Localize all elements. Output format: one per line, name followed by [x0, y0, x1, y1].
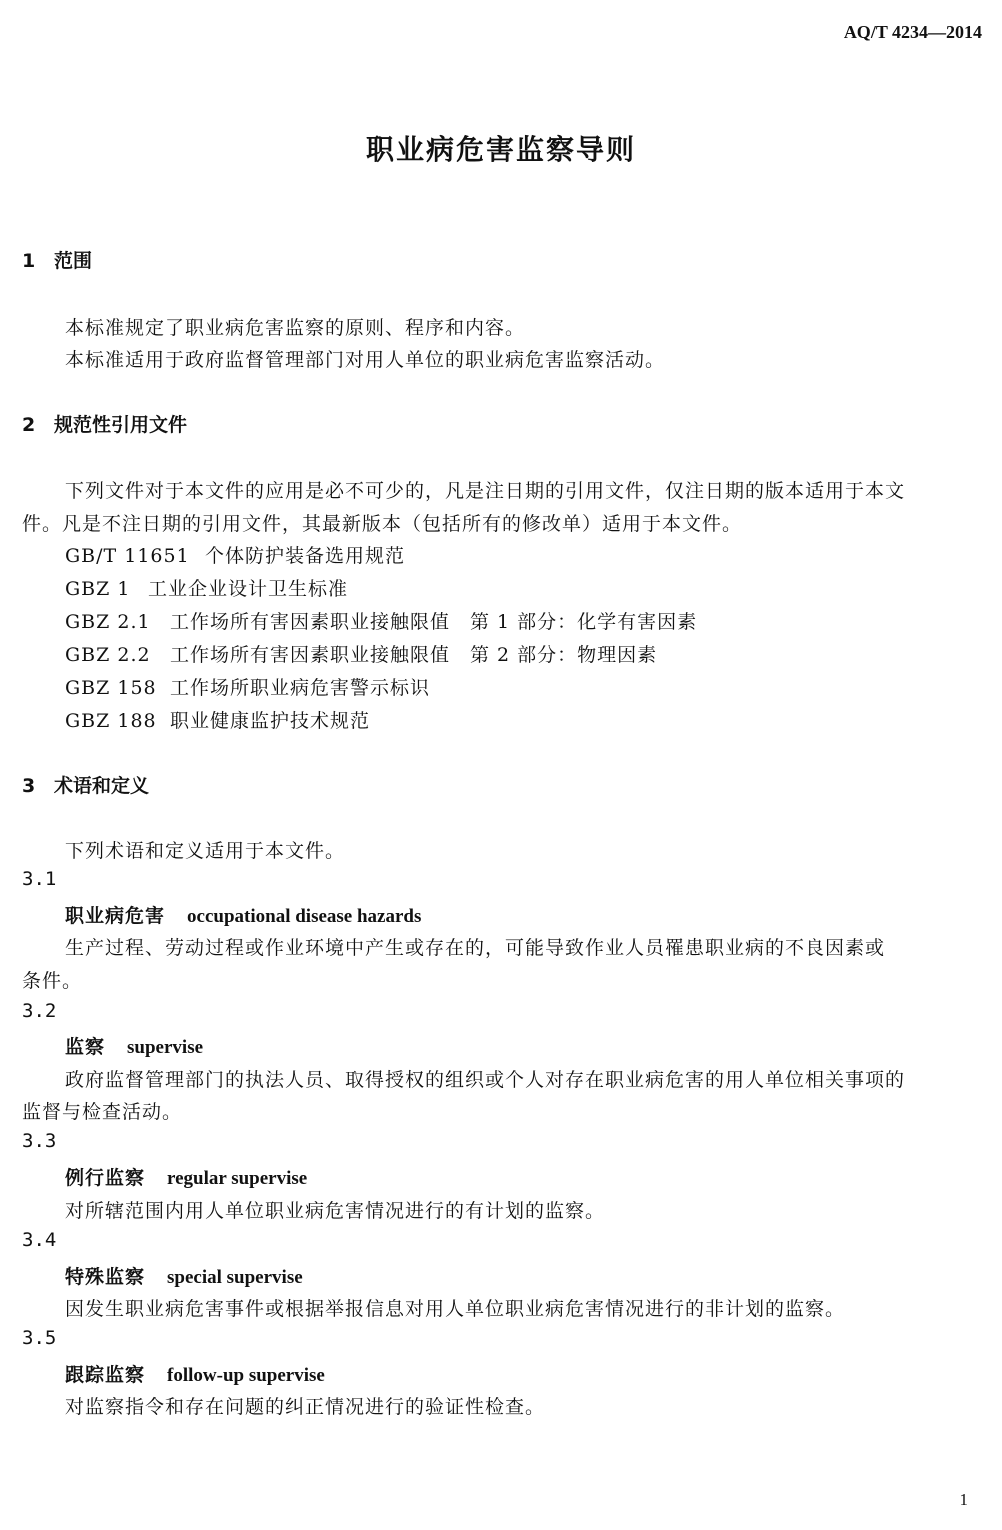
term-definition-continuation: 条件。	[22, 970, 83, 992]
standard-number: AQ/T 4234—2014	[843, 22, 982, 42]
term-zh: 例行监察	[65, 1167, 146, 1189]
paragraph: 下列术语和定义适用于本文件。	[65, 840, 346, 862]
reference-code: GBZ 158	[65, 677, 157, 699]
reference-item	[65, 607, 697, 634]
term-heading	[65, 1163, 307, 1190]
section-1-heading	[22, 246, 92, 273]
term-definition: 因发生职业病危害事件或根据举报信息对用人单位职业病危害情况进行的非计划的监察。	[65, 1298, 846, 1320]
term-en: follow-up supervise	[167, 1365, 325, 1386]
reference-name: 工作场所职业病危害警示标识	[170, 677, 431, 699]
term-en: supervise	[127, 1037, 204, 1058]
term-heading	[65, 1262, 303, 1289]
clause-number: 3.1	[22, 868, 57, 890]
document-title: 职业病危害监察导则	[365, 133, 636, 166]
reference-item	[65, 541, 405, 568]
reference-name: 个体防护装备选用规范	[205, 545, 406, 567]
reference-code: GBZ 2.2	[65, 644, 151, 666]
section-3-heading	[22, 771, 149, 798]
term-definition-continuation: 监督与检查活动。	[22, 1101, 183, 1123]
section-2-heading	[22, 410, 187, 437]
clause-number: 3.3	[22, 1130, 57, 1152]
reference-item	[65, 574, 348, 601]
reference-item	[65, 673, 430, 700]
term-zh: 监察	[65, 1036, 106, 1058]
reference-item	[65, 640, 657, 667]
section-title: 范围	[54, 250, 93, 272]
term-en: occupational disease hazards	[187, 906, 422, 927]
term-definition: 生产过程、劳动过程或作业环境中产生或存在的，可能导致作业人员罹患职业病的不良因素或	[65, 937, 886, 959]
reference-code: GBZ 1	[65, 578, 131, 600]
term-definition: 对监察指令和存在问题的纠正情况进行的验证性检查。	[65, 1396, 546, 1418]
section-title: 术语和定义	[54, 775, 150, 797]
term-definition: 政府监督管理部门的执法人员、取得授权的组织或个人对存在职业病危害的用人单位相关事项的	[65, 1069, 906, 1091]
term-zh: 特殊监察	[65, 1266, 146, 1288]
section-number: 3	[22, 775, 36, 797]
reference-name: 工作场所有害因素职业接触限值 第 1 部分：化学有害因素	[170, 611, 698, 633]
paragraph: 本标准适用于政府监督管理部门对用人单位的职业病危害监察活动。	[65, 349, 666, 371]
reference-code: GB/T 11651	[65, 545, 190, 567]
section-number: 2	[22, 414, 36, 436]
paragraph: 本标准规定了职业病危害监察的原则、程序和内容。	[65, 317, 526, 339]
clause-number: 3.5	[22, 1327, 57, 1349]
reference-code: GBZ 2.1	[65, 611, 151, 633]
reference-code: GBZ 188	[65, 710, 157, 732]
term-heading	[65, 1032, 203, 1059]
section-title: 规范性引用文件	[54, 414, 188, 436]
term-heading	[65, 1360, 325, 1387]
term-heading	[65, 901, 421, 928]
paragraph: 下列文件对于本文件的应用是必不可少的，凡是注日期的引用文件，仅注日期的版本适用于本文	[65, 480, 906, 502]
term-definition: 对所辖范围内用人单位职业病危害情况进行的有计划的监察。	[65, 1200, 606, 1222]
term-zh: 跟踪监察	[65, 1364, 146, 1386]
term-en: regular supervise	[167, 1168, 308, 1189]
reference-name: 工业企业设计卫生标准	[148, 578, 349, 600]
term-zh: 职业病危害	[65, 905, 166, 927]
term-en: special supervise	[167, 1267, 303, 1288]
section-number: 1	[22, 250, 36, 272]
reference-item	[65, 706, 370, 733]
reference-name: 职业健康监护技术规范	[170, 710, 371, 732]
page-number: 1	[959, 1490, 968, 1509]
clause-number: 3.2	[22, 1000, 57, 1022]
paragraph-continuation: 件。凡是不注日期的引用文件，其最新版本（包括所有的修改单）适用于本文件。	[22, 513, 743, 535]
clause-number: 3.4	[22, 1229, 57, 1251]
reference-name: 工作场所有害因素职业接触限值 第 2 部分：物理因素	[170, 644, 658, 666]
